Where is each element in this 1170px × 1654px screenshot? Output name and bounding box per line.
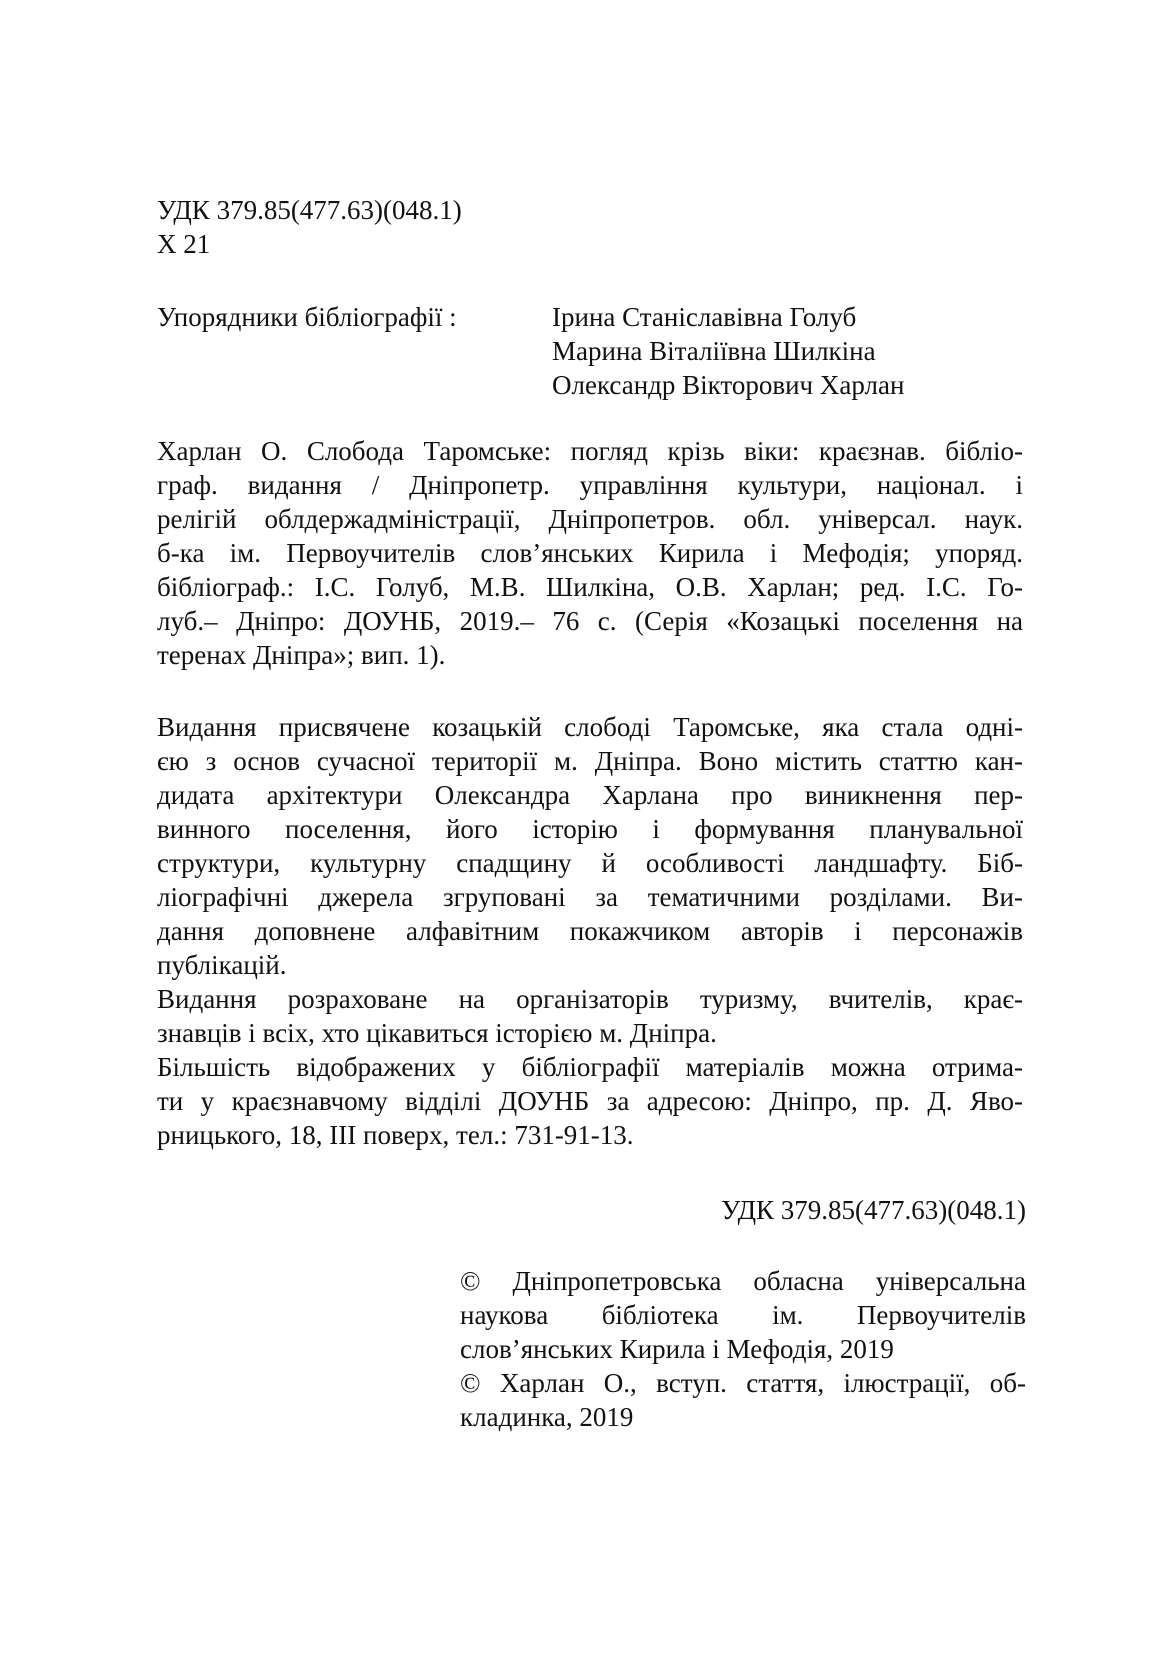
text-line: рницького, 18, ІІІ поверх, тел.: 731-91-13. bbox=[157, 1120, 634, 1150]
compiler-name: Ірина Станіславівна Голуб bbox=[552, 302, 857, 332]
annotation bbox=[157, 710, 1023, 1152]
text-line: дання доповнене алфавітним покажчиком авторів і персонажів bbox=[157, 916, 1023, 946]
compiler-name: Марина Віталіївна Шилкіна bbox=[552, 336, 876, 366]
copyright-line: © Харлан О., вступ. стаття, ілюстрації, об- bbox=[460, 1368, 1026, 1398]
text-line: ліографічні джерела згруповані за тематичними розділами. Ви- bbox=[157, 882, 1023, 912]
bibliographic-record bbox=[157, 434, 1023, 672]
text-line: винного поселення, його історію і формування планувальної bbox=[157, 814, 1023, 844]
text-line: структури, культурну спадщину й особливості ландшафту. Біб- bbox=[157, 848, 1023, 878]
text-line: Видання присвячене козацькій слободі Таромське, яка стала одні- bbox=[157, 712, 1023, 742]
compilers-names bbox=[552, 300, 904, 402]
text-line: єю з основ сучасної території м. Дніпра. Воно містить статтю кан- bbox=[157, 746, 1023, 776]
udk-footer: УДК 379.85(477.63)(048.1) bbox=[721, 1195, 1026, 1225]
text-line: Більшість відображених у бібліографії матеріалів можна отрима- bbox=[157, 1052, 1023, 1082]
text-line: дидата архітектури Олександра Харлана про виникнення пер- bbox=[157, 780, 1023, 810]
copyright-line: слов’янських Кирила і Мефодія, 2019 bbox=[460, 1334, 894, 1364]
udk-code: УДК 379.85(477.63)(048.1) bbox=[157, 195, 462, 225]
text-line: Видання розраховане на організаторів туризму, вчителів, крає- bbox=[157, 984, 1023, 1014]
text-line: теренах Дніпра»; вип. 1). bbox=[157, 640, 446, 670]
author-sign: Х 21 bbox=[157, 229, 211, 259]
text-line: публікацій. bbox=[157, 950, 287, 980]
text-line: бібліограф.: І.С. Голуб, М.В. Шилкіна, О.В. Харлан; ред. І.С. Го- bbox=[157, 572, 1023, 602]
text-line: граф. видання / Дніпропетр. управління культури, націонал. і bbox=[157, 470, 1023, 500]
copyright-line: наукова бібліотека ім. Первоучителів bbox=[460, 1300, 1026, 1330]
copyright-line: © Дніпропетровська обласна універсальна bbox=[460, 1266, 1026, 1296]
text-line: релігій облдержадміністрації, Дніпропетров. обл. універсал. наук. bbox=[157, 504, 1023, 534]
text-line: ти у краєзнавчому відділі ДОУНБ за адресою: Дніпро, пр. Д. Яво- bbox=[157, 1086, 1023, 1116]
copyright-block bbox=[460, 1264, 1026, 1434]
compilers-label: Упорядники бібліографії : bbox=[157, 302, 457, 332]
text-line: луб.– Дніпро: ДОУНБ, 2019.– 76 с. (Серія «Козацькі поселення на bbox=[157, 606, 1023, 636]
text-line: Харлан О. Слобода Таромське: погляд крізь віки: краєзнав. бібліо- bbox=[157, 436, 1023, 466]
text-line: б-ка ім. Первоучителів слов’янських Кирила і Мефодія; упоряд. bbox=[157, 538, 1023, 568]
text-line: знавців і всіх, хто цікавиться історією м. Дніпра. bbox=[157, 1018, 717, 1048]
compiler-name: Олександр Вікторович Харлан bbox=[552, 370, 905, 400]
udk-header bbox=[157, 193, 657, 261]
copyright-line: кладинка, 2019 bbox=[460, 1402, 634, 1432]
